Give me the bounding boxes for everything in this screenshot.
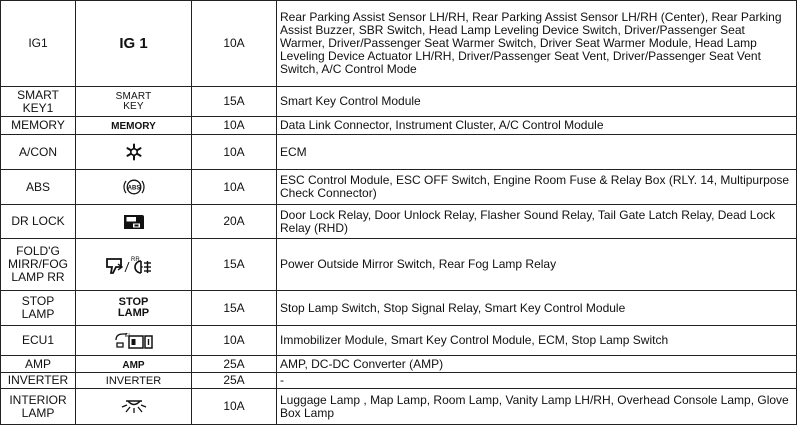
fuse-rating: 10A bbox=[192, 170, 277, 205]
fuse-name: AMP bbox=[1, 356, 76, 373]
fuse-name: INTERIOR LAMP bbox=[1, 389, 76, 425]
table-row bbox=[1, 135, 797, 170]
fuse-symbol bbox=[76, 205, 192, 239]
table-row bbox=[1, 1, 797, 87]
fuse-symbol: INVERTER bbox=[76, 373, 192, 389]
fuse-symbol: MEMORY bbox=[76, 117, 192, 135]
protected-component: Power Outside Mirror Switch, Rear Fog Lamp Relay bbox=[277, 239, 797, 291]
table-row bbox=[1, 389, 797, 425]
fuse-name: INVERTER bbox=[1, 373, 76, 389]
table-row bbox=[1, 356, 797, 373]
fuse-rating: 10A bbox=[192, 117, 277, 135]
table-row bbox=[1, 291, 797, 326]
fuse-rating: 15A bbox=[192, 87, 277, 117]
protected-component: Smart Key Control Module bbox=[277, 87, 797, 117]
protected-component: Stop Lamp Switch, Stop Signal Relay, Smart Key Control Module bbox=[277, 291, 797, 326]
fuse-symbol: IG 1 bbox=[76, 1, 192, 87]
snowflake-icon bbox=[125, 143, 143, 161]
table-row bbox=[1, 117, 797, 135]
fuse-name: STOP LAMP bbox=[1, 291, 76, 326]
fuse-symbol bbox=[76, 170, 192, 205]
protected-component: Rear Parking Assist Sensor LH/RH, Rear Parking Assist Sensor LH/RH (Center), Rear Parking Assist Buzzer, SBR Switch, Head Lamp Leveling Device Switch, Driver/Passenger Seat Warmer, Driver/Passenger Seat Warmer Switch, Driver Seat Warmer Module, Head Lamp Leveling Device Actuator LH/RH, Driver/Passenger Seat Vent, Driver/Passenger Seat Vent Switch, A/C Control Mode bbox=[277, 1, 797, 87]
fuse-name: IG1 bbox=[1, 1, 76, 87]
abs-icon bbox=[122, 177, 146, 197]
fuse-symbol: STOP LAMP bbox=[76, 291, 192, 326]
protected-component: Door Lock Relay, Door Unlock Relay, Flasher Sound Relay, Tail Gate Latch Relay, Dead Lock Relay (RHD) bbox=[277, 205, 797, 239]
protected-component: Luggage Lamp , Map Lamp, Room Lamp, Vanity Lamp LH/RH, Overhead Console Lamp, Glove Box Lamp bbox=[277, 389, 797, 425]
fuse-symbol: SMART KEY bbox=[76, 87, 192, 117]
interior-lamp-icon bbox=[120, 398, 148, 416]
fuse-rating: 15A bbox=[192, 291, 277, 326]
fuse-name: MEMORY bbox=[1, 117, 76, 135]
fuse-name: ABS bbox=[1, 170, 76, 205]
fuse-symbol bbox=[76, 239, 192, 291]
fuse-symbol bbox=[76, 326, 192, 356]
svg-text:ABS: ABS bbox=[127, 185, 140, 192]
fuse-rating: 10A bbox=[192, 135, 277, 170]
protected-component: ESC Control Module, ESC OFF Switch, Engine Room Fuse & Relay Box (RLY. 14, Multipurpose Check Connector) bbox=[277, 170, 797, 205]
fuse-name: DR LOCK bbox=[1, 205, 76, 239]
fuse-rating: 25A bbox=[192, 356, 277, 373]
table-row bbox=[1, 239, 797, 291]
fuse-name: FOLD'G MIRR/FOG LAMP RR bbox=[1, 239, 76, 291]
table-row bbox=[1, 205, 797, 239]
fuse-symbol bbox=[76, 389, 192, 425]
protected-component: Immobilizer Module, Smart Key Control Module, ECM, Stop Lamp Switch bbox=[277, 326, 797, 356]
svg-text:EI: EI bbox=[124, 332, 130, 339]
mirror-fog-icon bbox=[103, 254, 165, 276]
fuse-symbol: AMP bbox=[76, 356, 192, 373]
fuse-rating: 25A bbox=[192, 373, 277, 389]
door-lock-icon bbox=[122, 213, 146, 231]
fuse-name: A/CON bbox=[1, 135, 76, 170]
fuse-rating: 10A bbox=[192, 1, 277, 87]
table-row bbox=[1, 87, 797, 117]
svg-text:RR: RR bbox=[130, 256, 140, 263]
table-row bbox=[1, 326, 797, 356]
protected-component: ECM bbox=[277, 135, 797, 170]
fuse-rating: 10A bbox=[192, 389, 277, 425]
fuse-rating: 15A bbox=[192, 239, 277, 291]
ecu-icon bbox=[113, 331, 155, 351]
table-row bbox=[1, 373, 797, 389]
fuse-name: ECU1 bbox=[1, 326, 76, 356]
protected-component: Data Link Connector, Instrument Cluster, A/C Control Module bbox=[277, 117, 797, 135]
fuse-rating: 10A bbox=[192, 326, 277, 356]
table-row bbox=[1, 170, 797, 205]
protected-component: AMP, DC-DC Converter (AMP) bbox=[277, 356, 797, 373]
fuse-name: SMART KEY1 bbox=[1, 87, 76, 117]
fuse-rating: 20A bbox=[192, 205, 277, 239]
fuse-symbol bbox=[76, 135, 192, 170]
protected-component: - bbox=[277, 373, 797, 389]
